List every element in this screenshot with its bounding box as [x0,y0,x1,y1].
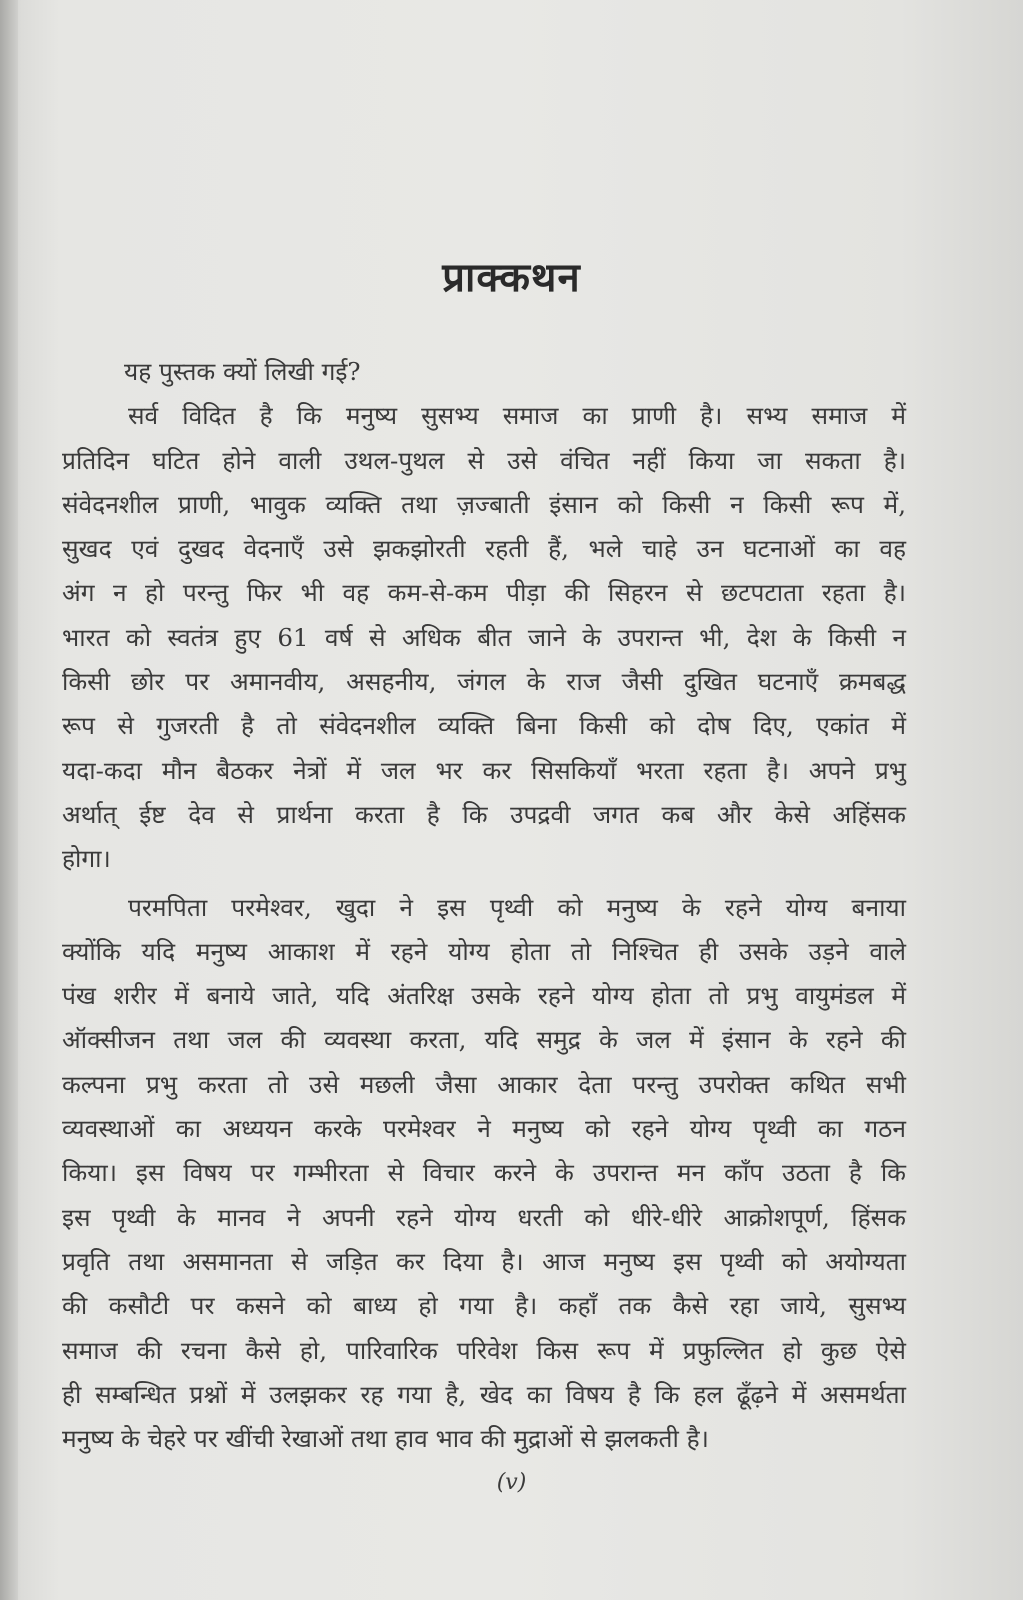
binding-shadow [0,0,18,1600]
page-title: प्राक्कथन [442,255,581,301]
paragraph-2-line: ऑक्सीजन तथा जल की व्यवस्था करता, यदि समुद्र के जल में इंसान के रहने की [62,1025,906,1055]
paragraph-1-line: किसी छोर पर अमानवीय, असहनीय, जंगल के राज जैसी दुखित घटनाएँ क्रमबद्ध [62,667,906,697]
paragraph-2-line: समाज की रचना कैसे हो, पारिवारिक परिवेश किस रूप में प्रफुल्लित हो कुछ ऐसे [62,1335,906,1365]
paragraph-1-line: सुखद एवं दुखद वेदनाएँ उसे झकझोरती रहती हैं, भले चाहे उन घटनाओं का वह [62,534,906,564]
paragraph-1-line: यदा-कदा मौन बैठकर नेत्रों में जल भर कर सिसकियाँ भरता रहता है। अपने प्रभु [62,755,906,785]
paragraph-2-line: कल्पना प्रभु करता तो उसे मछली जैसा आकार देता परन्तु उपरोक्त कथित सभी [62,1069,906,1099]
paragraph-1-line: अंग न हो परन्तु फिर भी वह कम-से-कम पीड़ा की सिहरन से छटपटाता रहता है। [62,578,906,608]
paragraph-2-line: व्यवस्थाओं का अध्ययन करके परमेश्वर ने मनुष्य को रहने योग्य पृथ्वी का गठन [62,1114,906,1144]
paragraph-1-line: संवेदनशील प्राणी, भावुक व्यक्ति तथा ज़ज्बाती इंसान को किसी न किसी रूप में, [62,489,906,519]
paragraph-1-line: भारत को स्वतंत्र हुए 61 वर्ष से अधिक बीत जाने के उपरान्त भी, देश के किसी न [62,622,906,652]
paragraph-1-line: सर्व विदित है कि मनुष्य सुसभ्य समाज का प्राणी है। सभ्य समाज में [128,401,906,431]
paragraph-1-line: अर्थात् ईष्ट देव से प्रार्थना करता है कि उपद्रवी जगत कब और केसे अहिंसक [62,799,906,829]
paragraph-2-line: किया। इस विषय पर गम्भीरता से विचार करने के उपरान्त मन काँप उठता है कि [62,1158,906,1188]
paragraph-2-line: इस पृथ्वी के मानव ने अपनी रहने योग्य धरती को धीरे-धीरे आक्रोशपूर्ण, हिंसक [62,1202,906,1232]
paragraph-2-line: प्रवृति तथा असमानता से जड़ित कर दिया है। आज मनुष्य इस पृथ्वी को अयोग्यता [62,1246,906,1276]
page-number: (v) [496,1470,527,1495]
paragraph-2-line: की कसौटी पर कसने को बाध्य हो गया है। कहाँ तक कैसे रहा जाये, सुसभ्य [62,1291,906,1321]
paragraph-1-line: होगा। [62,844,111,874]
paragraph-2-line: क्योंकि यदि मनुष्य आकाश में रहने योग्य होता तो निश्चित ही उसके उड़ने वाले [62,936,906,966]
body-text [62,350,906,1461]
paragraph-1-line: प्रतिदिन घटित होने वाली उथल-पुथल से उसे वंचित नहीं किया जा सकता है। [62,445,906,475]
question-heading: यह पुस्तक क्यों लिखी गई? [124,357,361,386]
paragraph-1-line: रूप से गुजरती है तो संवेदनशील व्यक्ति बिना किसी को दोष दिए, एकांत में [62,711,906,741]
paragraph-2-line: ही सम्बन्धित प्रश्नों में उलझकर रह गया है, खेद का विषय है कि हल ढूँढ़ने में असमर्थता [62,1379,906,1409]
paragraph-2-line: पंख शरीर में बनाये जाते, यदि अंतरिक्ष उसके रहने योग्य होता तो प्रभु वायुमंडल में [62,981,906,1011]
paragraph-2-line: मनुष्य के चेहरे पर खींची रेखाओं तथा हाव भाव की मुद्राओं से झलकती है। [62,1424,709,1454]
paragraph-2-line: परमपिता परमेश्वर, खुदा ने इस पृथ्वी को मनुष्य के रहने योग्य बनाया [128,892,906,922]
